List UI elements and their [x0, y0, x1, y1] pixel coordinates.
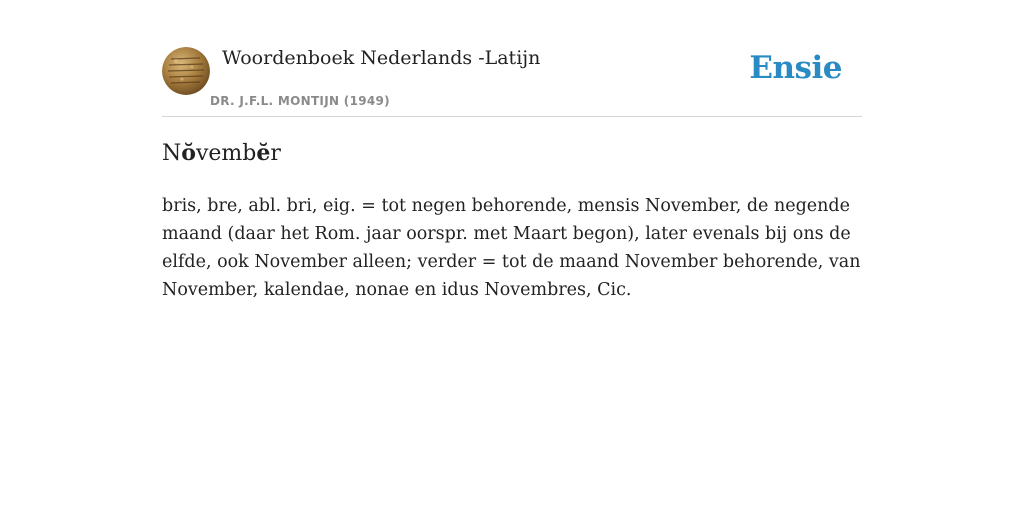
entry-definition: bris, bre, abl. bri, eig. = tot negen behorende, mensis November, de negende maand (daar het Rom. jaar oorspr. met Maart begon), later evenals bij ons de elfde, ook November alleen; verder = tot de maand November behorende, van November, kalendae, nonae en idus Novembres, Cic. [162, 196, 861, 300]
book-title[interactable]: Woordenboek Nederlands -Latijn [222, 47, 541, 69]
coin-icon [162, 47, 210, 95]
headword-part: vemb [195, 141, 257, 166]
book-logo-icon[interactable] [162, 47, 210, 95]
headword-part-marked: ĕ [256, 140, 271, 166]
headword-part: r [270, 141, 281, 166]
book-author: DR. J.F.L. MONTIJN (1949) [210, 94, 390, 108]
headword-part: N [162, 141, 182, 166]
ensie-brand-logo[interactable]: Ensie [749, 50, 842, 86]
entry-headword [162, 140, 281, 166]
headword-part-marked: ŏ [181, 140, 196, 166]
book-header [162, 40, 862, 117]
